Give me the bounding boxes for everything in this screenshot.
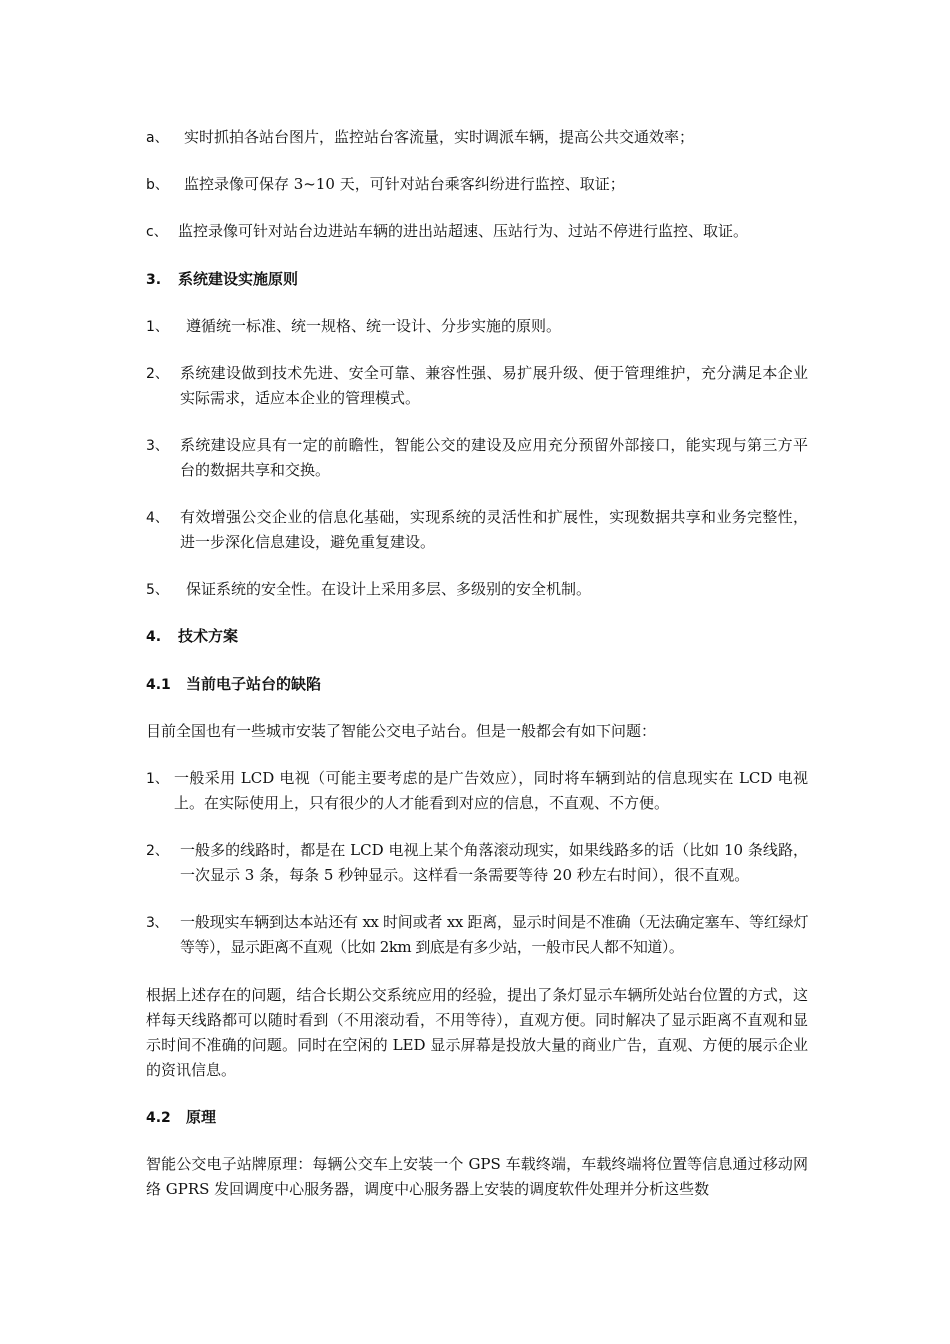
intro-paragraph: 目前全国也有一些城市安装了智能公交电子站台。但是一般都会有如下问题： — [146, 722, 657, 740]
list-marker: b、 — [146, 177, 169, 193]
subsection-title: 原理 — [186, 1108, 217, 1126]
list-marker: 3、 — [146, 438, 169, 454]
list-marker: a、 — [146, 130, 169, 146]
list-item-text: 保证系统的安全性。在设计上采用多层、多级别的安全机制。 — [186, 580, 592, 598]
list-item-text: 一般现实车辆到达本站还有 xx 时间或者 xx 距离，显示时间是不准确（无法确定塞车、等红绿灯等等），显示距离不直观（比如 2km 到底是有多少站，一般市民人都不知道）。 — [180, 913, 808, 956]
list-item-text: 系统建设应具有一定的前瞻性，智能公交的建设及应用充分预留外部接口，能实现与第三方平台的数据共享和交换。 — [180, 436, 808, 479]
problem-item-3 — [146, 910, 808, 960]
problem-item-1 — [146, 766, 808, 816]
subsection-number: 4.1 — [146, 677, 171, 693]
list-item-text: 一般采用 LCD 电视（可能主要考虑的是广告效应），同时将车辆到站的信息现实在 LCD 电视上。在实际使用上，只有很少的人才能看到对应的信息，不直观、不方便。 — [174, 769, 808, 812]
principle-item-2 — [146, 361, 808, 411]
list-marker: 4、 — [146, 510, 169, 526]
principle-item-3 — [146, 433, 808, 483]
section-3-heading — [146, 267, 808, 293]
list-marker: 3、 — [146, 915, 168, 931]
list-item-text: 一般多的线路时，都是在 LCD 电视上某个角落滚动现实，如果线路多的话（比如 10 条线路，一次显示 3 条，每条 5 秒钟显示。这样看一条需要等待 20 秒左右时间），很不直观。 — [180, 841, 808, 884]
list-marker: 5、 — [146, 582, 169, 598]
list-item-text: 监控录像可保存 3~10 天，可针对站台乘客纠纷进行监控、取证； — [184, 175, 625, 193]
section-number: 4. — [146, 629, 162, 645]
list-marker: 1、 — [146, 319, 169, 335]
section-title: 技术方案 — [178, 627, 239, 645]
principle-paragraph: 智能公交电子站牌原理：每辆公交车上安装一个 GPS 车载终端，车载终端将位置等信息通过移动网络 GPRS 发回调度中心服务器，调度中心服务器上安装的调度软件处理并分析这些数 — [146, 1155, 808, 1198]
principle-item-4 — [146, 505, 808, 555]
section-number: 3. — [146, 272, 162, 288]
section-4-2-heading — [146, 1105, 808, 1131]
section-4-1-heading — [146, 672, 808, 698]
list-item-a — [146, 125, 808, 151]
list-item-b — [146, 172, 808, 198]
subsection-title: 当前电子站台的缺陷 — [186, 675, 322, 693]
list-item-c — [146, 219, 808, 245]
list-item-text: 遵循统一标准、统一规格、统一设计、分步实施的原则。 — [186, 317, 562, 335]
principle-item-1 — [146, 314, 808, 340]
problem-item-2 — [146, 838, 808, 888]
list-marker: 2、 — [146, 843, 169, 859]
conclusion-paragraph: 根据上述存在的问题，结合长期公交系统应用的经验，提出了条灯显示车辆所处站台位置的方式，这样每天线路都可以随时看到（不用滚动看，不用等待），直观方便。同时解决了显示距离不直观和显示时间不准确的问题。同时在空闲的 LED 显示屏幕是投放大量的商业广告，直观、方便的展示企业的资讯信息。 — [146, 986, 808, 1079]
subsection-number: 4.2 — [146, 1110, 171, 1126]
list-item-text: 监控录像可针对站台边进站车辆的进出站超速、压站行为、过站不停进行监控、取证。 — [178, 222, 749, 240]
principle-item-5 — [146, 577, 808, 603]
list-marker: 2、 — [146, 366, 169, 382]
list-item-text: 系统建设做到技术先进、安全可靠、兼容性强、易扩展升级、便于管理维护，充分满足本企业实际需求，适应本企业的管理模式。 — [180, 364, 808, 407]
list-marker: c、 — [146, 224, 168, 240]
section-4-heading — [146, 624, 808, 650]
list-item-text: 实时抓拍各站台图片，监控站台客流量，实时调派车辆，提高公共交通效率； — [184, 128, 695, 146]
list-marker: 1、 — [146, 771, 169, 787]
section-title: 系统建设实施原则 — [178, 270, 299, 288]
list-item-text: 有效增强公交企业的信息化基础，实现系统的灵活性和扩展性，实现数据共享和业务完整性，进一步深化信息建设，避免重复建设。 — [180, 508, 808, 551]
